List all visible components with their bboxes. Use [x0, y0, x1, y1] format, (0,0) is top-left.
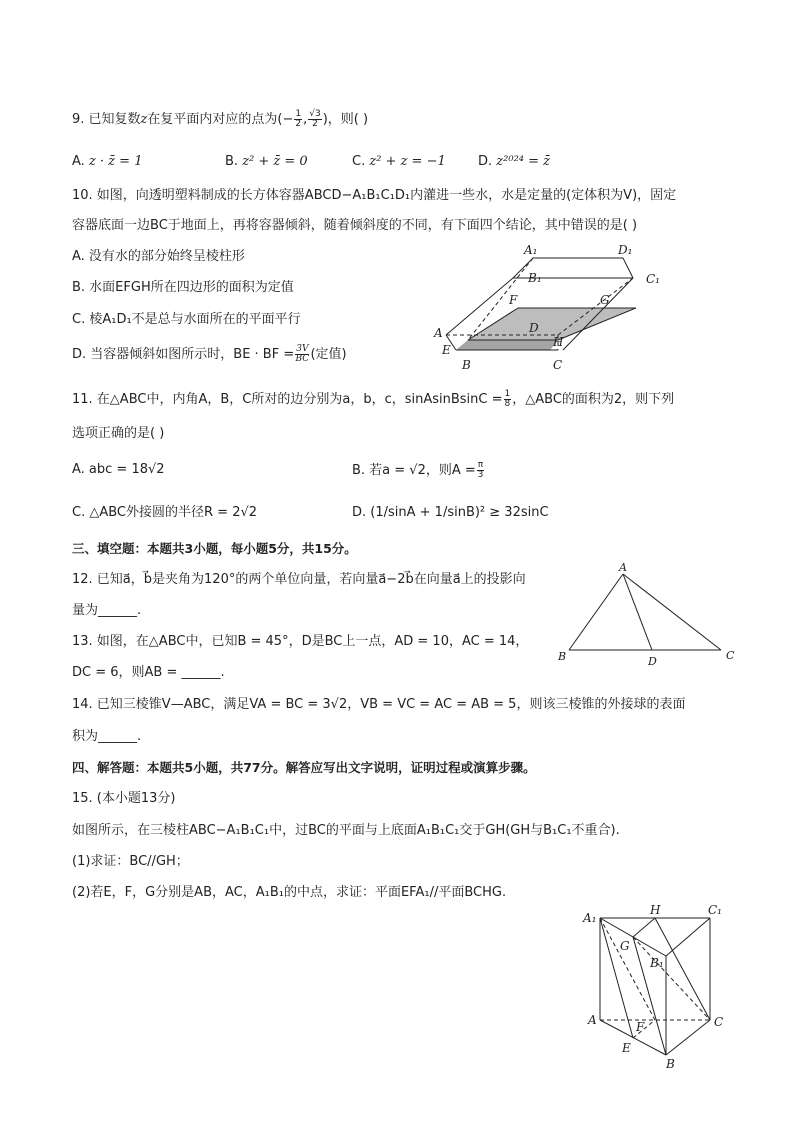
water-side-region	[456, 340, 558, 350]
label-C: C	[726, 649, 735, 662]
q12-line1: 12. 已知a⃗，b⃗是夹角为120°的两个单位向量，若向量a⃗−2b⃗在向量a⃗上的投影向	[72, 572, 526, 587]
label-A: A	[434, 326, 443, 340]
q11-option-c: C. △ABC外接圆的半径R = 2√2	[72, 505, 258, 520]
label-H: H	[650, 903, 661, 917]
q10-option-c: C. 棱A₁D₁不是总与水面所在的平面平行	[72, 312, 301, 327]
q11-option-b: B. 若a = √2，则A = $\frac{\pi}{3}$	[352, 460, 484, 480]
q11-option-d: D. (1/sinA + 1/sinB)² ≥ 32sinC	[352, 505, 549, 520]
q10-option-b: B. 水面EFGH所在四边形的面积为定值	[72, 280, 294, 295]
label-A1: A₁	[524, 243, 538, 257]
label-F: F	[509, 293, 518, 307]
label-B: B	[462, 358, 471, 372]
q14-line1: 14. 已知三棱锥V—ABC，满足VA = BC = 3√2，VB = VC = AC = AB = 5，则该三棱锥的外接球的表面	[72, 697, 686, 712]
label-G: G	[600, 293, 610, 307]
label-B: B	[666, 1057, 675, 1071]
q12-line2: 量为______.	[72, 603, 142, 618]
section-3-heading: 三、填空题：本题共3小题，每小题5分，共15分。	[72, 541, 357, 556]
label-C: C	[553, 358, 563, 372]
q9-frac-half: $\frac{1}{2}$	[295, 109, 302, 129]
q9-option-b: B. z² + z̄ = 0	[225, 154, 308, 169]
label-C1: C₁	[708, 903, 722, 917]
q9-stem-text-c: )，则( )	[322, 112, 369, 127]
q9-option-a: A. z · z̄ = 1	[72, 154, 143, 169]
q10-line2: 容器底面一边BC于地面上，再将容器倾斜，随着倾斜度的不同，有下面四个结论，其中错误的是( )	[72, 218, 638, 233]
label-A: A	[588, 1013, 597, 1027]
q15-line1: 如图所示，在三棱柱ABC−A₁B₁C₁中，过BC的平面与上底面A₁B₁C₁交于GH(GH与B₁C₁不重合).	[72, 823, 620, 838]
label-B: B	[558, 650, 567, 663]
q10-container-figure	[428, 240, 668, 375]
q9-minus: −	[282, 112, 294, 127]
q9-stem: 9. 已知复数z在复平面内对应的点为(− $\frac{1}{2}$ , $\frac{√3}{2}$ )，则( )	[72, 109, 369, 129]
q11-line2: 选项正确的是( )	[72, 426, 165, 441]
q9-var-z: z	[140, 112, 148, 127]
q9-frac-sqrt3: $\frac{√3}{2}$	[309, 109, 321, 129]
q15-head: 15. (本小题13分)	[72, 791, 176, 806]
q13-line1: 13. 如图，在△ABC中，已知B = 45°，D是BC上一点，AD = 10，AC = 14，	[72, 634, 529, 649]
q10-line1: 10. 如图，向透明塑料制成的长方体容器ABCD−A₁B₁C₁D₁内灌进一些水，水是定量的(定体积为V)，固定	[72, 188, 677, 203]
q15-prism-figure	[578, 900, 738, 1075]
q10-frac-3v-bc: $\frac{3V}{BC}$	[295, 344, 310, 364]
q11-frac-1-8: $\frac{1}{8}$	[504, 389, 511, 409]
q9-stem-text-a: 9. 已知复数	[72, 112, 141, 127]
label-B1: B₁	[650, 956, 664, 970]
q11-frac-pi-3: $\frac{\pi}{3}$	[477, 460, 484, 480]
label-G: G	[620, 939, 630, 953]
q14-line2: 积为______.	[72, 729, 142, 744]
label-E: E	[622, 1041, 631, 1055]
label-F: F	[636, 1020, 645, 1034]
label-D: D	[648, 655, 657, 668]
label-E: E	[442, 343, 451, 357]
q13-triangle-figure	[555, 560, 740, 672]
label-D1: D₁	[618, 243, 633, 257]
label-D: D	[529, 321, 539, 335]
label-C: C	[714, 1015, 724, 1029]
q10-option-d: D. 当容器倾斜如图所示时，BE · BF = $\frac{3V}{BC}$ (定值)	[72, 344, 347, 364]
label-C1: C₁	[646, 272, 660, 286]
label-H: H	[553, 335, 564, 349]
label-A1: A₁	[583, 911, 597, 925]
q13-line2: DC = 6，则AB = ______.	[72, 665, 225, 680]
q10-option-a: A. 没有水的部分始终呈棱柱形	[72, 249, 245, 264]
q9-option-d: D. z²⁰²⁴ = z̄	[478, 154, 550, 169]
q9-stem-text-b: 在复平面内对应的点为(	[147, 112, 283, 127]
q15-part2: (2)若E，F，G分别是AB，AC，A₁B₁的中点，求证：平面EFA₁//平面BCHG.	[72, 885, 507, 900]
q9-option-c: C. z² + z = −1	[352, 154, 446, 169]
label-B1: B₁	[528, 271, 542, 285]
q11-option-a: A. abc = 18√2	[72, 462, 165, 477]
q11-line1: 11. 在△ABC中，内角A，B，C所对的边分别为a，b，c，sinAsinBsinC = $\frac{1}{8}$ ，△ABC的面积为2，则下列	[72, 389, 675, 409]
q15-part1: (1)求证：BC//GH；	[72, 854, 189, 869]
section-4-heading: 四、解答题：本题共5小题，共77分。解答应写出文字说明，证明过程或演算步骤。	[72, 760, 536, 775]
label-A: A	[619, 561, 627, 574]
